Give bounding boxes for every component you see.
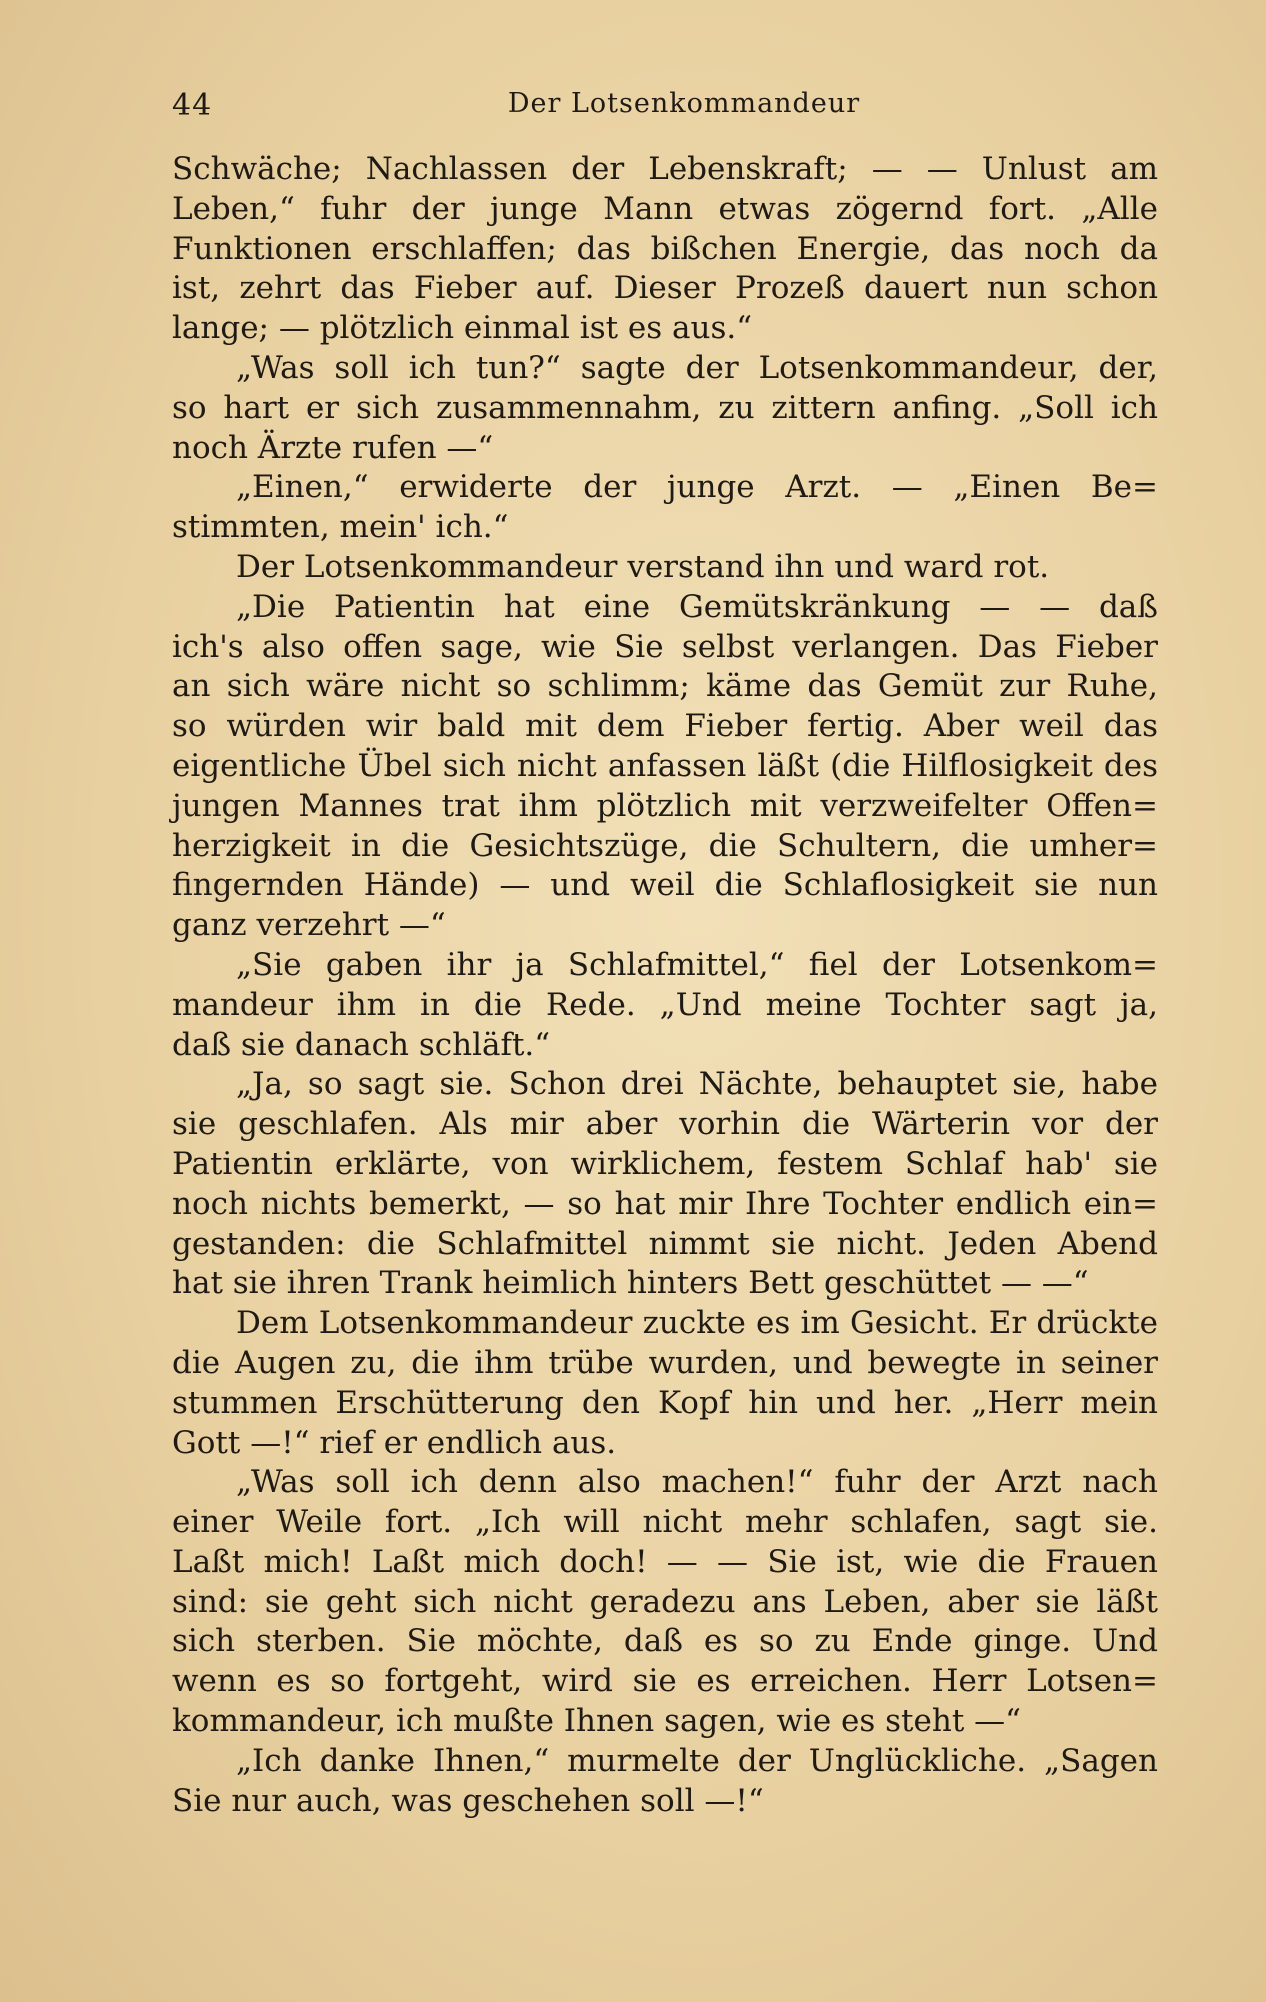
text-line: fingernden Hände) — und weil die Schlaflosigkeit sie nun: [172, 867, 1158, 904]
text-line: „Sie gaben ihr ja Schlafmittel,“ fiel der Lotsenkom=: [236, 946, 1158, 983]
text-line: mandeur ihm in die Rede. „Und meine Tochter sagt ja,: [172, 986, 1158, 1023]
text-line: sind: sie geht sich nicht geradezu ans Leben, aber sie läßt: [172, 1583, 1158, 1620]
text-line: sich sterben. Sie möchte, daß es so zu Ende ginge. Und: [172, 1623, 1158, 1660]
text-line: stummen Erschütterung den Kopf hin und her. „Herr mein: [172, 1384, 1158, 1421]
text-line: sie geschlafen. Als mir aber vorhin die Wärterin vor der: [172, 1106, 1158, 1143]
text-line: daß sie danach schläft.“: [172, 1026, 551, 1063]
text-line: Sie nur auch, was geschehen soll —!“: [172, 1782, 764, 1819]
text-line: hat sie ihren Trank heimlich hinters Bett geschüttet — —“: [172, 1265, 1089, 1302]
text-line: Der Lotsenkommandeur verstand ihn und ward rot.: [236, 548, 1050, 585]
text-line: die Augen zu, die ihm trübe wurden, und bewegte in seiner: [172, 1344, 1158, 1381]
body-text: [172, 150, 1158, 1821]
text-line: noch Ärzte rufen —“: [172, 429, 494, 466]
text-line: Gott —!“ rief er endlich aus.: [172, 1424, 617, 1461]
text-line: jungen Mannes trat ihm plötzlich mit verzweifelter Offen=: [172, 787, 1158, 824]
text-line: Schwäche; Nachlassen der Lebenskraft; — — Unlust am: [172, 151, 1158, 187]
text-line: so hart er sich zusammennahm, zu zittern anfing. „Soll ich: [172, 389, 1158, 426]
text-line: wenn es so fortgeht, wird sie es erreichen. Herr Lotsen=: [172, 1663, 1158, 1700]
text-line: Leben,“ fuhr der junge Mann etwas zögernd fort. „Alle: [172, 190, 1158, 227]
text-line: Laßt mich! Laßt mich doch! — — Sie ist, wie die Frauen: [172, 1543, 1158, 1580]
text-line: gestanden: die Schlafmittel nimmt sie nicht. Jeden Abend: [172, 1225, 1158, 1262]
text-line: ist, zehrt das Fieber auf. Dieser Prozeß dauert nun schon: [172, 270, 1158, 307]
text-line: so würden wir bald mit dem Fieber fertig. Aber weil das: [172, 708, 1158, 745]
text-line: „Ja, so sagt sie. Schon drei Nächte, behauptet sie, habe: [236, 1066, 1158, 1103]
text-line: „Einen,“ erwiderte der junge Arzt. — „Einen Be=: [236, 469, 1158, 506]
text-line: ich's also offen sage, wie Sie selbst verlangen. Das Fieber: [172, 628, 1158, 665]
text-line: Dem Lotsenkommandeur zuckte es im Gesicht. Er drückte: [236, 1305, 1158, 1342]
text-line: kommandeur, ich mußte Ihnen sagen, wie es steht —“: [172, 1703, 1021, 1740]
text-line: noch nichts bemerkt, — so hat mir Ihre Tochter endlich ein=: [172, 1185, 1158, 1222]
running-title: Der Lotsenkommandeur: [507, 88, 861, 119]
text-line: herzigkeit in die Gesichtszüge, die Schultern, die umher=: [172, 827, 1158, 864]
text-line: an sich wäre nicht so schlimm; käme das Gemüt zur Ruhe,: [172, 668, 1158, 705]
text-line: Patientin erklärte, von wirklichem, festem Schlaf hab' sie: [172, 1145, 1158, 1182]
text-line: einer Weile fort. „Ich will nicht mehr schlafen, sagt sie.: [172, 1504, 1158, 1541]
text-line: Funktionen erschlaffen; das bißchen Energie, das noch da: [172, 230, 1158, 267]
text-line: lange; — plötzlich einmal ist es aus.“: [172, 310, 753, 347]
text-line: „Die Patientin hat eine Gemütskränkung — — daß: [236, 588, 1158, 625]
text-line: „Ich danke Ihnen,“ murmelte der Unglückliche. „Sagen: [236, 1742, 1158, 1779]
page-number: 44: [172, 88, 213, 123]
text-line: eigentliche Übel sich nicht anfassen läßt (die Hilflosigkeit des: [172, 747, 1158, 784]
text-line: stimmten, mein' ich.“: [172, 509, 509, 546]
page-header: [172, 88, 1156, 132]
text-line: ganz verzehrt —“: [172, 907, 446, 944]
text-line: „Was soll ich denn also machen!“ fuhr der Arzt nach: [236, 1464, 1158, 1501]
text-line: „Was soll ich tun?“ sagte der Lotsenkommandeur, der,: [236, 349, 1158, 386]
